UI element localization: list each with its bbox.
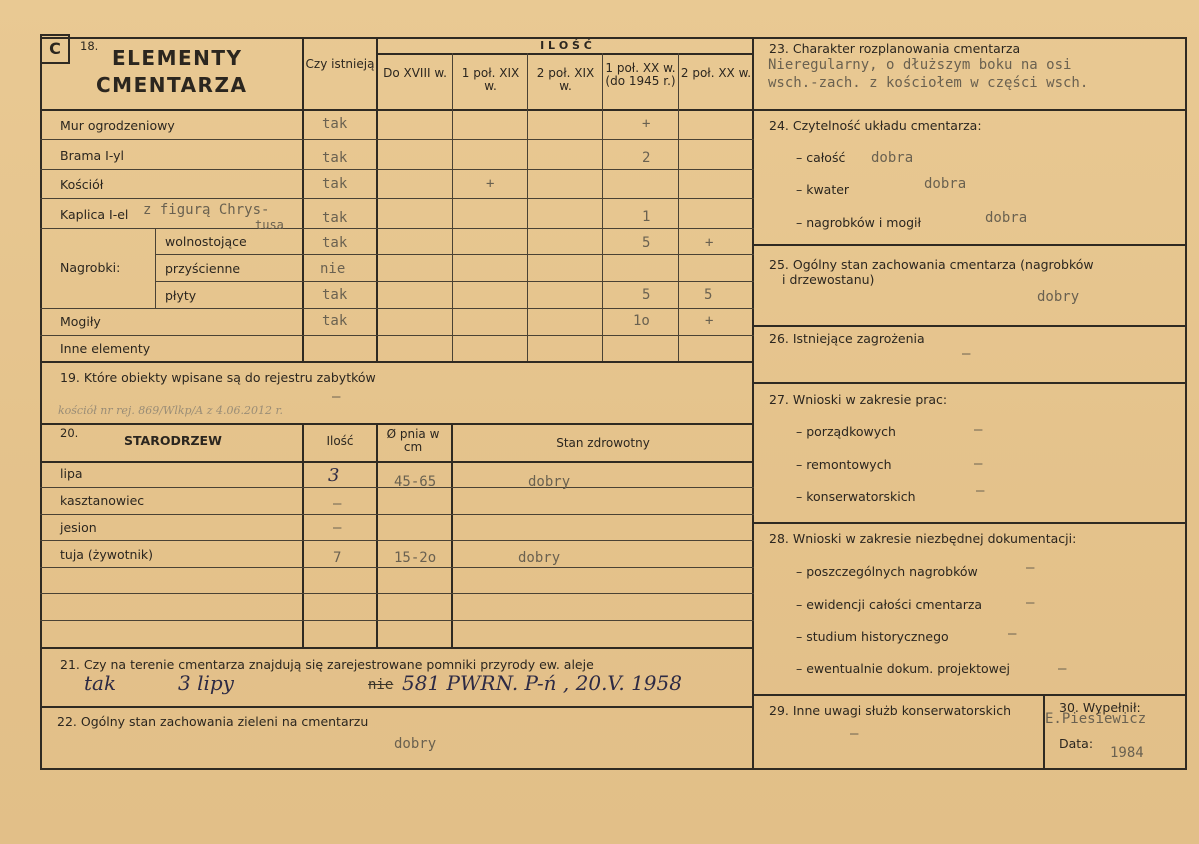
frame-bottom [40,768,1186,770]
t18-vcol4 [527,53,528,362]
q20-col-diam: Ø pnia w cm [386,427,440,454]
q21-label: 21. Czy na terenie cmentarza znajdują się zarejestrowane pomniki przyrody ew. aleje [60,657,594,672]
q28-label: 28. Wnioski w zakresie niezbędnej dokumentacji: [769,531,1077,546]
q20-title: STARODRZEW [124,433,222,448]
element-p4: + [642,116,651,132]
col-period-5 [680,67,752,80]
ilosc-header: I L O Ś Ć [540,39,592,52]
q28-bottom [754,694,1186,696]
q28-item-value: – [1026,560,1035,576]
q22-label: 22. Ogólny stan zachowania zieleni na cmentarzu [57,714,369,729]
q27-label: 27. Wnioski w zakresie prac: [769,392,948,407]
element-p5: + [705,235,714,251]
q19-label: 19. Które obiekty wpisane są do rejestru zabytków [60,370,376,385]
q29-label: 29. Inne uwagi służb konserwatorskich [769,703,1011,718]
element-label: Mogiły [60,314,101,329]
q26-value: – [962,346,971,362]
col-period-3-text: 2 poł. XIX w. [536,66,595,93]
element-p4: 5 [642,235,651,251]
element-exists: tak [322,235,348,251]
title-line-2: CMENTARZA [96,73,248,97]
frame-left [40,37,42,770]
col-period-3 [529,67,602,93]
tree-name: jesion [60,520,97,535]
element-label: Kościół [60,177,104,192]
col-period-2 [454,67,527,93]
frame-right [1185,37,1187,770]
q23-label: 23. Charakter rozplanowania cmentarza [769,41,1021,56]
tree-qty: – [333,520,342,536]
element-exists: tak [322,176,348,192]
t20-row-line [40,514,754,515]
t18-vcol2 [376,37,378,362]
element-p4: 1o [633,313,650,329]
q30-date: 1984 [1110,745,1144,761]
q24-item-value: dobra [924,176,967,192]
q26-bottom [754,382,1186,384]
element-exists: tak [322,287,348,303]
q19-bottom [40,423,754,425]
tree-qty: 7 [333,550,342,566]
t18-row-line [40,228,754,229]
q23-line-2: wsch.-zach. z kościołem w części wsch. [768,75,1089,91]
tree-diam: 15-2o [394,550,437,566]
q20-col-health: Stan zdrowotny [556,436,650,450]
q28-item-value: – [1058,661,1067,677]
element-label: Inne elementy [60,341,151,356]
col-exists-header: Czy istnieją [305,57,375,71]
q21-bottom [40,706,754,708]
t20-row-line [40,620,754,621]
q27-item-value: – [976,483,985,499]
q20-number: 20. [60,426,79,440]
t18-vcol6 [678,53,679,362]
t20-row-line [40,567,754,568]
element-note: z figurą Chrys- [143,202,270,218]
tree-diam: 45-65 [394,474,437,490]
q24-bottom [754,244,1186,246]
t20-vcol1 [302,423,304,647]
q19-value: – [332,389,341,405]
col-period-1-text: Do XVIII w. [383,66,447,80]
section-code-box: C [40,34,70,64]
q22-value: dobry [394,736,437,752]
t20-header-bottom [40,461,754,463]
q28-item-label: – ewentualnie dokum. projektowej [796,661,1011,676]
q28-item-label: – studium historycznego [796,629,949,644]
q25-value: dobry [1037,289,1080,305]
q28-item-value: – [1008,626,1017,642]
element-label: płyty [165,288,197,303]
q24-item-label: – kwater [796,182,850,197]
q23-line-1: Nieregularny, o dłuższym boku na osi [768,57,1072,73]
element-label: Mur ogrodzeniowy [60,118,175,133]
t20-row-line [40,540,754,541]
tree-name: lipa [60,466,83,481]
nagrobki-vline [155,228,156,308]
t18-row-line [40,308,754,309]
t18-header-bottom [40,109,754,111]
q20-col-qty: Ilość [326,434,354,448]
q23-bottom [754,109,1186,111]
col-period-4-text: 1 poł. XX w. (do 1945 r.) [605,61,676,88]
element-p2: + [486,176,495,192]
t20-bottom [40,647,754,649]
frame-middle [752,37,754,770]
t20-row-line [40,593,754,594]
nagrobki-label: Nagrobki: [60,260,121,275]
q27-item-label: – remontowych [796,457,892,472]
element-exists: tak [322,313,348,329]
element-p4: 2 [642,150,651,166]
t18-row-line [40,335,754,336]
element-label: wolnostojące [165,234,247,249]
q25-bottom [754,325,1186,327]
element-label: Brama I-yl [60,148,125,163]
element-p4: 5 [642,287,651,303]
q24-label: 24. Czytelność układu cmentarza: [769,118,982,133]
element-label: przyścienne [165,261,241,276]
element-p5: 5 [704,287,713,303]
element-note-2: tusa [255,218,284,232]
tree-name: kasztanowiec [60,493,145,508]
q24-item-value: dobra [871,150,914,166]
q27-item-label: – porządkowych [796,424,896,439]
tree-health: dobry [528,474,571,490]
q28-item-value: – [1026,595,1035,611]
element-exists: tak [322,210,348,226]
q24-item-label: – całość [796,150,846,165]
tree-name: tuja (żywotnik) [60,547,154,562]
q29-q30-divider [1043,694,1045,770]
q24-item-label: – nagrobków i mogił [796,215,922,230]
section-number: 18. [80,39,99,53]
t18-row-line [40,139,754,140]
col-period-4 [603,62,678,88]
tree-qty: 3 [328,465,340,486]
q24-item-value: dobra [985,210,1028,226]
q21-value-yes: tak [84,671,117,695]
col-period-5-text: 2 poł. XX w. [680,66,752,80]
q28-item-label: – poszczególnych nagrobków [796,564,978,579]
q29-value: – [850,726,859,742]
t18-row-line [40,169,754,170]
t18-row-line [40,198,754,199]
q27-item-value: – [974,456,983,472]
t18-bottom [40,361,754,363]
ilosc-underline [377,53,754,55]
t18-vcol5 [602,53,603,362]
q30-label: 30. Wypełnił: [1059,700,1141,715]
q27-item-value: – [974,422,983,438]
t18-vcol3 [452,53,453,362]
element-exists: nie [320,261,346,277]
t18-row-line [155,281,754,282]
tree-health: dobry [518,550,561,566]
q21-value-registry: 581 PWRN. P-ń , 20.V. 1958 [402,671,682,695]
element-exists: tak [322,150,348,166]
q26-label: 26. Istniejące zagrożenia [769,331,925,346]
title-line-1: ELEMENTY [112,46,243,70]
q25-label-1: 25. Ogólny stan zachowania cmentarza (nagrobków [769,257,1094,272]
tree-qty: – [333,496,342,512]
q21-value-no-struck: nie [368,677,394,693]
t18-row-line [155,254,754,255]
q30-name: E.Piesiewicz [1045,711,1147,727]
col-period-2-text: 1 poł. XIX w. [461,66,520,93]
element-p4: 1 [642,209,651,225]
q27-bottom [754,522,1186,524]
q25-label-2: i drzewostanu) [782,272,875,287]
t20-vcol2 [376,423,378,647]
col-period-1 [378,67,452,80]
frame-top-right [754,37,1186,39]
t20-vcol3 [451,423,453,647]
q21-value-trees: 3 lipy [178,671,234,695]
q28-item-label: – ewidencji całości cmentarza [796,597,983,612]
element-p5: + [705,313,714,329]
t18-vcol1 [302,37,304,362]
q30-date-label: Data: [1059,736,1094,751]
q27-item-label: – konserwatorskich [796,489,916,504]
element-exists: tak [322,116,348,132]
q19-faint-note: kościół nr rej. 869/Wlkp/A z 4.06.2012 r. [58,404,284,417]
element-label: Kaplica I-el [60,207,129,222]
